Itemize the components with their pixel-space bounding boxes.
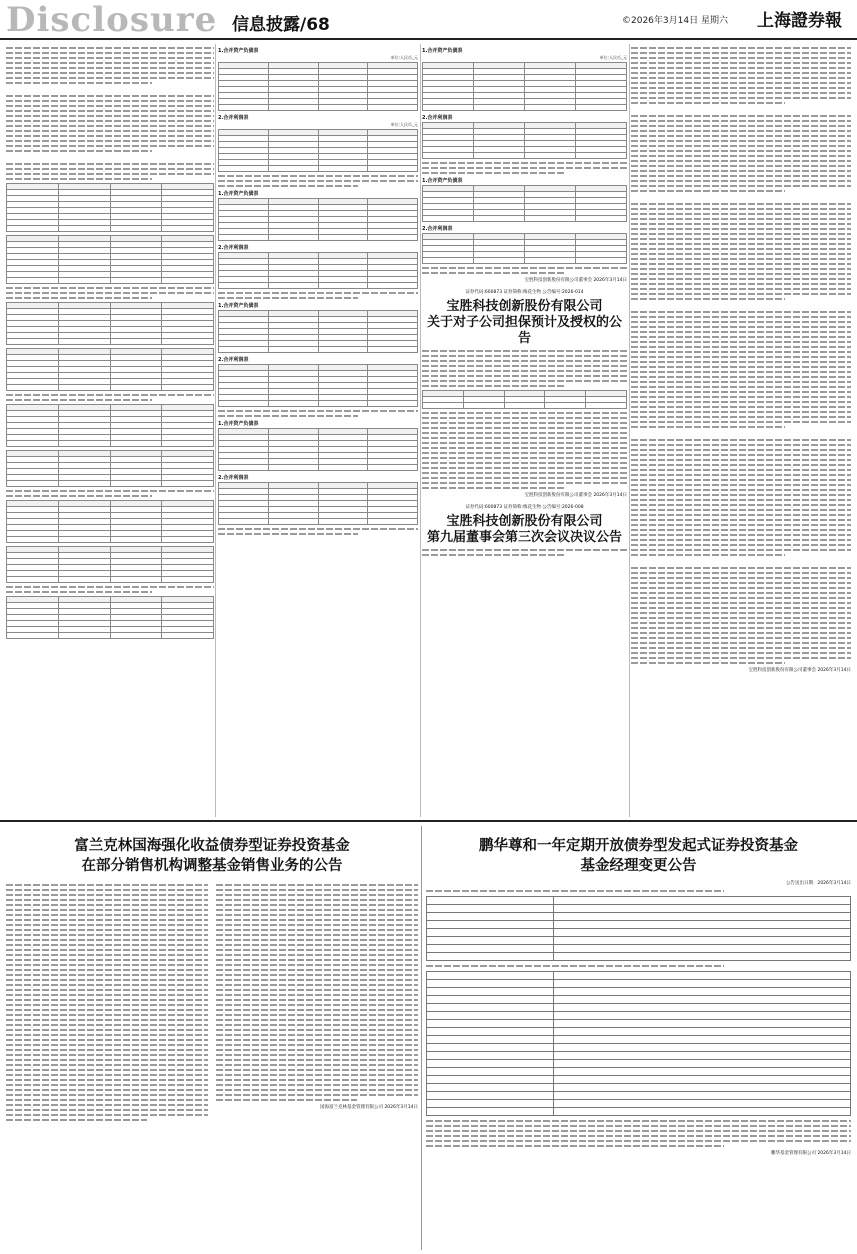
subheading: 1.合并资产负债表 xyxy=(422,48,463,54)
column-4 xyxy=(631,44,851,817)
page-header xyxy=(0,0,857,40)
financial-table xyxy=(218,310,418,353)
announcement-date: 公告送出日期：2026年3月14日 xyxy=(785,881,851,886)
subheading: 2.合并利润表 xyxy=(422,115,453,121)
column-2 xyxy=(218,44,418,817)
signature: 宝胜科技创新股份有限公司董事会 2026年3月14日 xyxy=(524,493,627,498)
signature: 宝胜科技创新股份有限公司董事会 2026年3月14日 xyxy=(524,278,627,283)
announcement-title-line-2: 基金经理变更公告 xyxy=(580,858,697,874)
financial-table xyxy=(218,198,418,241)
subheading: 1.合并资产负债表 xyxy=(218,421,259,427)
column-3 xyxy=(422,44,627,817)
financial-table xyxy=(218,252,418,289)
newspaper-name: 上海證券報 xyxy=(757,11,842,31)
unit-label: 单位:人民币_元 xyxy=(599,55,627,60)
stock-code-line: 证券代码:600873 证券简称:梅花生物 公告编号:2026-008 xyxy=(465,505,584,510)
financial-table xyxy=(218,62,418,111)
subheading: 2.合并利润表 xyxy=(218,245,249,251)
guarantee-table xyxy=(422,390,627,409)
financial-table xyxy=(6,235,214,284)
signature: 鹏华基金管理有限公司 2026年3月14日 xyxy=(771,1151,851,1156)
financial-table xyxy=(6,500,214,543)
unit-label: 单位:人民币_元 xyxy=(390,122,418,127)
announcement-title xyxy=(6,836,418,876)
subheading: 1.合并资产负债表 xyxy=(218,191,259,197)
column-1 xyxy=(6,44,214,817)
fund-info-table xyxy=(426,896,851,961)
announcement-title xyxy=(422,514,627,546)
disclosure-masthead: Disclosure xyxy=(6,0,218,40)
signature: 宝胜科技创新股份有限公司董事会 2026年3月14日 xyxy=(748,668,851,673)
fund-announcement-left xyxy=(6,830,418,1250)
financial-table xyxy=(6,404,214,447)
subheading: 1.合并资产负债表 xyxy=(218,48,259,54)
financial-table xyxy=(6,302,214,345)
financial-table xyxy=(6,348,214,391)
financial-table xyxy=(422,185,627,222)
fund-announcement-right xyxy=(426,830,851,1250)
subheading: 2.合并利润表 xyxy=(422,226,453,232)
subheading: 2.合并利润表 xyxy=(218,357,249,363)
announcement-title xyxy=(422,299,627,347)
announcement-title-line-2: 在部分销售机构调整基金销售业务的公告 xyxy=(81,858,343,874)
financial-table xyxy=(218,364,418,407)
announcement-title xyxy=(426,836,851,876)
stock-code-line: 证券代码:600873 证券简称:梅花生物 公告编号:2026-014 xyxy=(465,290,584,295)
manager-table xyxy=(426,971,851,1116)
announcement-title-line-2: 关于对子公司担保预计及授权的公告 xyxy=(426,315,622,346)
subheading: 1.合并资产负债表 xyxy=(422,178,463,184)
announcement-title-line-1: 宝胜科技创新股份有限公司 xyxy=(446,514,603,529)
financial-table xyxy=(422,122,627,159)
signature: 国海富兰克林基金管理有限公司 2026年3月14日 xyxy=(320,1105,418,1110)
financial-table xyxy=(6,183,214,232)
announcement-title-line-2: 第九届董事会第三次会议决议公告 xyxy=(426,530,622,545)
financial-table xyxy=(218,482,418,525)
financial-table xyxy=(422,233,627,264)
financial-table xyxy=(6,450,214,487)
financial-table xyxy=(218,428,418,471)
subheading: 2.合并利润表 xyxy=(218,115,249,121)
subheading: 1.合并资产负债表 xyxy=(218,303,259,309)
announcement-title-line-1: 宝胜科技创新股份有限公司 xyxy=(446,299,603,314)
unit-label: 单位:人民币_元 xyxy=(390,55,418,60)
announcement-title-line-1: 富兰克林国海强化收益债券型证券投资基金 xyxy=(74,838,350,854)
financial-table xyxy=(6,546,214,583)
announcement-title-line-1: 鹏华尊和一年定期开放债券型发起式证券投资基金 xyxy=(479,838,798,854)
financial-table xyxy=(422,62,627,111)
section-title: 信息披露/68 xyxy=(232,15,330,35)
issue-date: ©2026年3月14日 星期六 xyxy=(622,16,728,26)
financial-table xyxy=(6,596,214,639)
financial-table xyxy=(218,129,418,172)
subheading: 2.合并利润表 xyxy=(218,475,249,481)
